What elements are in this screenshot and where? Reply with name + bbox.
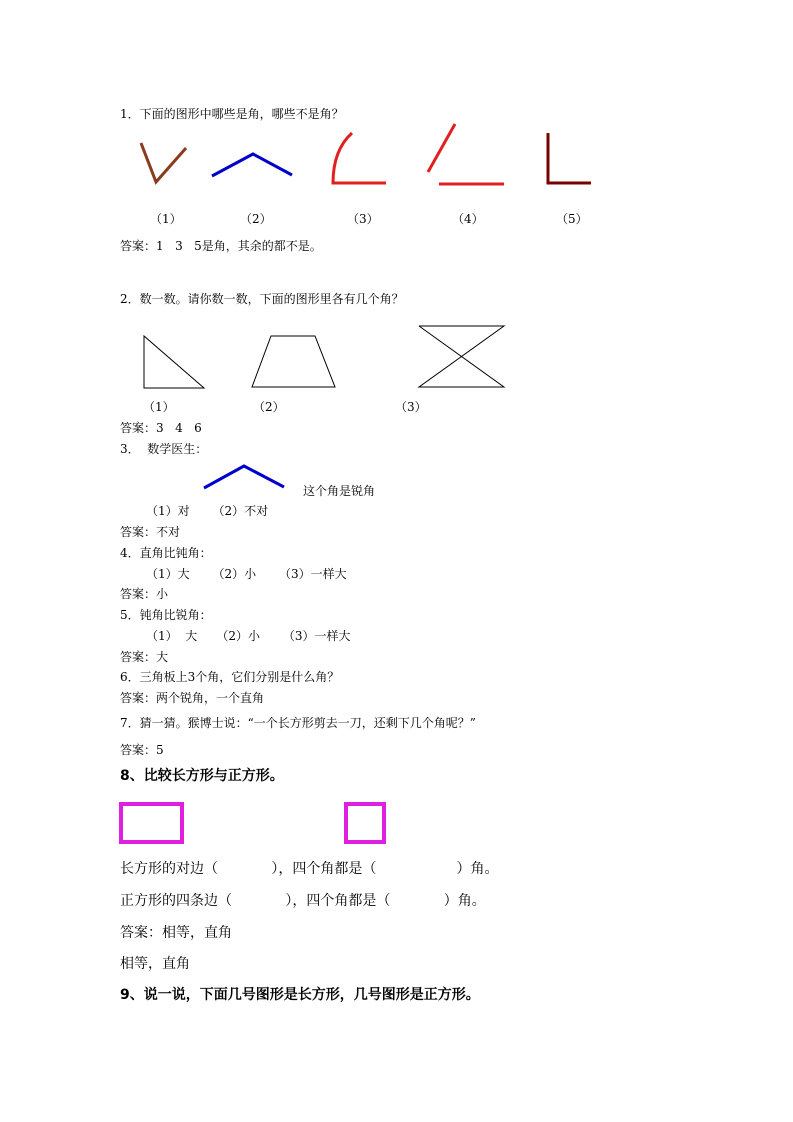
q1-figure-5-right-angle	[548, 133, 591, 183]
q1-label-3: （3）	[347, 212, 379, 226]
q5-answer: 答案：大	[120, 650, 169, 664]
q7-answer: 答案：5	[120, 743, 164, 757]
q1-figure-3-curve	[333, 133, 386, 183]
q3-figure-angle	[204, 466, 284, 488]
q1-answer: 答案：1 3 5是角，其余的都不是。	[120, 239, 322, 253]
q1-label-1: （1）	[150, 212, 182, 226]
q2-label-3: （3）	[395, 400, 427, 414]
q8-answer: 答案：相等，直角	[120, 925, 232, 941]
q1-label-5: （5）	[556, 212, 588, 226]
q8-answer-2: 相等，直角	[120, 956, 190, 972]
q4-answer: 答案：小	[120, 587, 169, 601]
q2-figure-3-hourglass	[419, 326, 504, 387]
q9-title: 9、说一说，下面几号图形是长方形，几号图形是正方形。	[120, 987, 480, 1003]
q8-line-2: 正方形的四条边（ ），四个角都是（ ）角。	[120, 893, 486, 909]
q1-figure-2-angle	[212, 154, 292, 176]
q3-question: 3． 数学医生：	[120, 442, 208, 456]
q8-title: 8、比较长方形与正方形。	[120, 768, 284, 784]
q6-answer: 答案：两个锐角，一个直角	[120, 691, 265, 705]
q2-figure-2-trapezoid	[252, 336, 335, 387]
q1-label-4: （4）	[452, 212, 484, 226]
q8-line-1: 长方形的对边（ ），四个角都是（ ）角。	[120, 861, 499, 877]
q4-options: （1）大 （2）小 （3）一样大	[146, 567, 347, 581]
q2-figure-1-triangle	[144, 336, 204, 388]
q1-figure-1-angle	[141, 143, 186, 182]
q3-statement: 这个角是锐角	[303, 484, 376, 498]
q6-question: 6．三角板上3个角，它们分别是什么角？	[120, 670, 340, 684]
q7-question: 7．猜一猜。猴博士说：“一个长方形剪去一刀，还剩下几个角呢？”	[120, 716, 476, 730]
q8-rectangle	[121, 804, 182, 842]
q1-question: 1．下面的图形中哪些是角，哪些不是角？	[120, 107, 344, 121]
q2-question: 2．数一数。请你数一数，下面的图形里各有几个角？	[120, 292, 404, 306]
q3-answer: 答案：不对	[120, 525, 181, 539]
q3-options: （1）对 （2）不对	[146, 504, 269, 518]
q8-square	[346, 804, 384, 842]
q2-label-2: （2）	[253, 400, 285, 414]
q4-question: 4．直角比钝角：	[120, 546, 212, 560]
q2-label-1: （1）	[143, 400, 175, 414]
q2-answer: 答案：3 4 6	[120, 421, 202, 435]
q5-question: 5．钝角比锐角：	[120, 608, 212, 622]
q1-label-2: （2）	[240, 212, 272, 226]
q1-figure-4-line-a	[428, 124, 455, 172]
q5-options: （1） 大 （2）小 （3）一样大	[146, 629, 351, 643]
